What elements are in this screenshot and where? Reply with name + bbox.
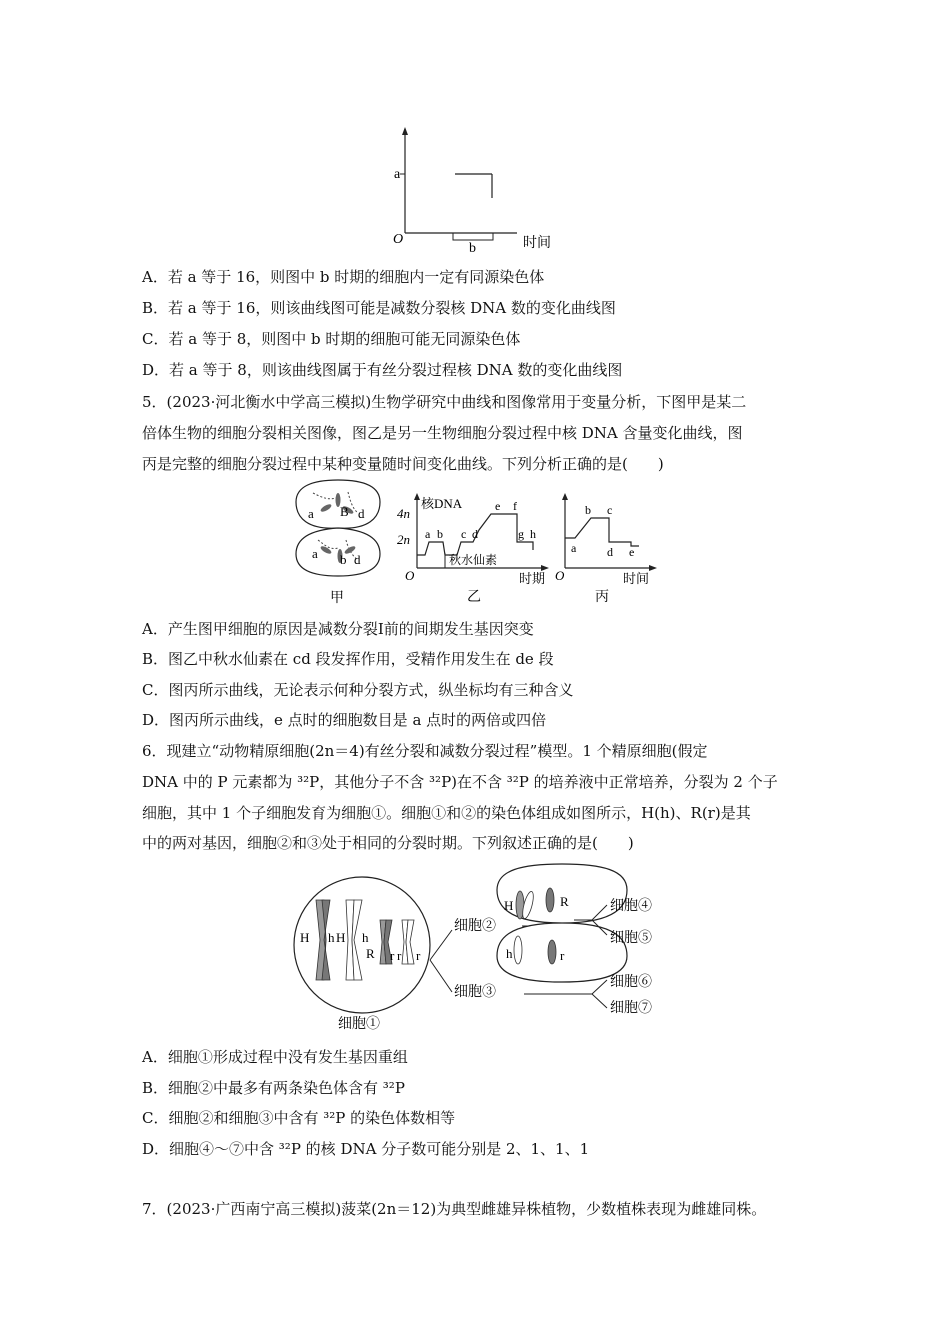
yi-caption: 乙 <box>467 590 481 605</box>
q4-option-d: D．若 a 等于 8，则该曲线图属于有丝分裂过程核 DNA 数的变化曲线图 <box>142 361 623 379</box>
cell7-label: 细胞⑦ <box>610 1001 652 1016</box>
q5-stem-2: 倍体生物的细胞分裂相关图像，图乙是另一生物细胞分裂过程中核 DNA 含量变化曲线，图 <box>142 424 743 442</box>
jia-label: b <box>340 552 347 567</box>
cell1-gene: R <box>366 946 375 961</box>
q4-graph <box>385 125 565 255</box>
yi-point: g <box>518 527 524 541</box>
cell3-label: 细胞③ <box>454 985 496 1000</box>
bing-point: a <box>571 541 577 555</box>
cell1-gene: h <box>328 930 335 945</box>
q5-stem-1: 5．(2023·河北衡水中学高三模拟)生物学研究中曲线和图像常用于变量分析，下图甲是某二 <box>142 393 747 411</box>
cell5-label: 细胞⑤ <box>610 931 652 946</box>
q4-option-a: A．若 a 等于 16，则图中 b 时期的细胞内一定有同源染色体 <box>142 268 545 286</box>
cell1-gene: H <box>336 930 346 945</box>
yi-point: a <box>425 527 431 541</box>
yi-point: d <box>472 527 478 541</box>
cell2-label: 细胞② <box>454 919 496 934</box>
bing-point: c <box>607 503 613 517</box>
cell1-gene: h <box>362 930 369 945</box>
bing-point: b <box>585 503 591 517</box>
yi-point: f <box>513 499 517 513</box>
fig-bing <box>553 490 663 610</box>
q5-option-a: A．产生图甲细胞的原因是减数分裂Ⅰ前的间期发生基因突变 <box>142 620 534 638</box>
jia-label: d <box>358 506 365 521</box>
b-label: b <box>469 241 476 255</box>
jia-label: a <box>312 546 318 561</box>
cell1-gene: H <box>300 930 310 945</box>
yi-point: e <box>495 499 501 513</box>
jia-label: B <box>340 504 349 519</box>
yi-tick-4n: 4n <box>397 506 410 521</box>
bing-caption: 丙 <box>595 590 609 605</box>
x-axis-label: 时间 <box>523 236 551 251</box>
q6-option-d: D．细胞④～⑦中含 ³²P 的核 DNA 分子数可能分别是 2、1、1、1 <box>142 1140 590 1158</box>
cell4-label: 细胞④ <box>610 899 652 914</box>
q5-option-b: B．图乙中秋水仙素在 cd 段发挥作用，受精作用发生在 de 段 <box>142 650 554 668</box>
q5-option-c: C．图丙所示曲线，无论表示何种分裂方式，纵坐标均有三种含义 <box>142 681 574 699</box>
q6-option-c: C．细胞②和细胞③中含有 ³²P 的染色体数相等 <box>142 1109 456 1127</box>
fig-jia <box>288 478 388 608</box>
cell1-gene: r <box>397 948 402 963</box>
q4-option-c: C．若 a 等于 8，则图中 b 时期的细胞可能无同源染色体 <box>142 330 521 348</box>
bing-point: e <box>629 545 635 559</box>
q5-option-d: D．图丙所示曲线，e 点时的细胞数目是 a 点时的两倍或四倍 <box>142 711 547 729</box>
yi-x-label: 时期 <box>519 571 546 586</box>
jia-label: d <box>354 552 361 567</box>
q6-stem-4: 中的两对基因，细胞②和③处于相同的分裂时期。下列叙述正确的是( ) <box>142 834 634 852</box>
yi-point: h <box>530 527 536 541</box>
cell2-gene: H <box>504 898 514 913</box>
yi-origin: O <box>405 568 415 583</box>
q6-stem-2: DNA 中的 P 元素都为 ³²P，其他分子不含 ³²P)在不含 ³²P 的培养液中正常培养，分裂为 2 个子 <box>142 773 778 791</box>
yi-point: b <box>437 527 443 541</box>
q6-stem-3: 细胞，其中 1 个子细胞发育为细胞①。细胞①和②的染色体组成如图所示，H(h)、R(r)是其 <box>142 804 751 822</box>
q6-option-a: A．细胞①形成过程中没有发生基因重组 <box>142 1048 408 1066</box>
cell6-label: 细胞⑥ <box>610 975 652 990</box>
bing-x-label: 时间 <box>623 571 650 586</box>
origin-label: O <box>393 232 404 247</box>
q6-option-b: B．细胞②中最多有两条染色体含有 ³²P <box>142 1079 405 1097</box>
cell1-gene: r <box>416 948 421 963</box>
cell2-gene: h <box>506 946 513 961</box>
q6-cell-diagram <box>292 860 672 1040</box>
q4-option-b: B．若 a 等于 16，则该曲线图可能是减数分裂核 DNA 数的变化曲线图 <box>142 299 616 317</box>
cell1-gene: r <box>390 948 395 963</box>
y-axis-label: a <box>394 167 401 182</box>
yi-annotation: 秋水仙素 <box>449 553 498 567</box>
jia-label: a <box>308 506 314 521</box>
jia-caption: 甲 <box>330 591 344 606</box>
bing-origin: O <box>555 568 565 583</box>
cell2-gene: R <box>560 894 569 909</box>
cell1-caption: 细胞① <box>338 1017 380 1032</box>
cell2-gene: r <box>560 948 565 963</box>
q5-stem-3: 丙是完整的细胞分裂过程中某种变量随时间变化曲线。下列分析正确的是( ) <box>142 455 664 473</box>
q7-stem: 7．(2023·广西南宁高三模拟)菠菜(2n＝12)为典型雌雄异株植物，少数植株表现为雌雄同株。 <box>142 1200 767 1218</box>
fig-yi <box>395 490 555 610</box>
yi-tick-2n: 2n <box>397 532 410 547</box>
q6-stem-1: 6．现建立“动物精原细胞(2n＝4)有丝分裂和减数分裂过程”模型。1 个精原细胞(假定 <box>142 742 708 760</box>
bing-point: d <box>607 545 613 559</box>
yi-y-title: 核DNA <box>421 496 463 511</box>
yi-point: c <box>461 527 467 541</box>
